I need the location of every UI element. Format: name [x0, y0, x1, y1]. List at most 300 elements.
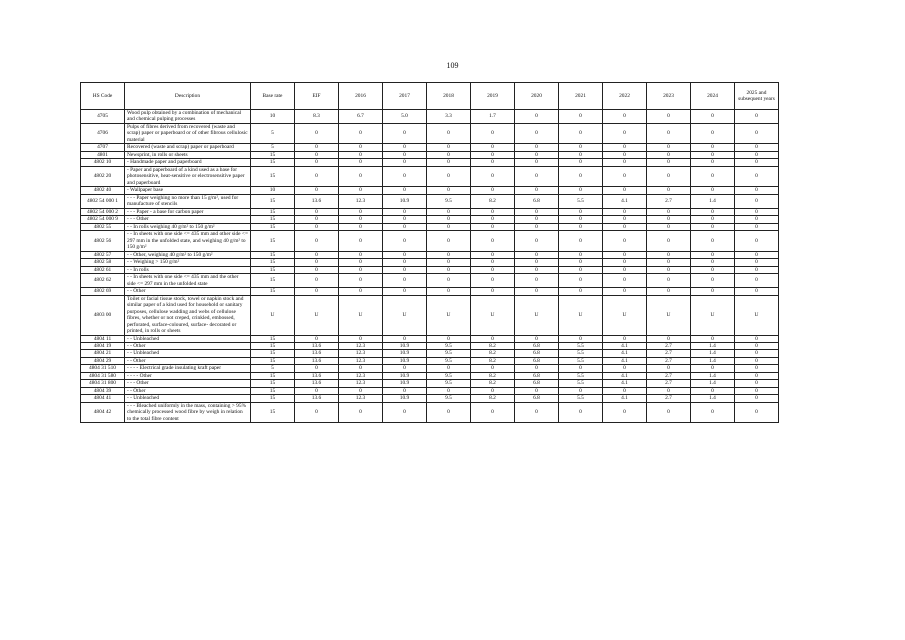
hs-code-cell: 4804 41 — [81, 395, 125, 402]
rate-cell: 0 — [295, 216, 339, 223]
rate-cell: 0 — [383, 208, 427, 215]
rate-cell: 0 — [383, 151, 427, 158]
rate-cell: 0 — [427, 274, 471, 288]
rate-cell: 0 — [427, 402, 471, 422]
description-cell: - - Unbleached — [125, 335, 251, 342]
rate-cell: 12.3 — [339, 342, 383, 349]
rate-cell: 0 — [471, 288, 515, 295]
rate-cell: 0 — [515, 110, 559, 124]
description-cell: - - Other — [125, 357, 251, 364]
column-header: 2018 — [427, 83, 471, 110]
hs-code-cell: 4707 — [81, 144, 125, 151]
table-row — [81, 151, 779, 158]
rate-cell: 0 — [515, 208, 559, 215]
rate-cell: 10.9 — [383, 350, 427, 357]
rate-cell: 0 — [383, 159, 427, 166]
rate-cell: 0 — [295, 387, 339, 394]
rate-cell: 0 — [295, 231, 339, 251]
rate-cell: 0 — [647, 151, 691, 158]
tariff-schedule-table — [80, 82, 779, 423]
rate-cell: 5.5 — [559, 342, 603, 349]
rate-cell: 0 — [735, 231, 779, 251]
rate-cell: 0 — [515, 365, 559, 372]
rate-cell: 0 — [515, 123, 559, 143]
table-row — [81, 335, 779, 342]
rate-cell: 0 — [471, 266, 515, 273]
rate-cell: 0 — [515, 251, 559, 258]
table-row — [81, 251, 779, 258]
rate-cell: 8.2 — [471, 342, 515, 349]
rate-cell: 0 — [603, 335, 647, 342]
table-row — [81, 231, 779, 251]
rate-cell: 15 — [251, 194, 295, 208]
rate-cell: 0 — [735, 402, 779, 422]
description-cell: - Handmade paper and paperboard — [125, 159, 251, 166]
rate-cell: 13.6 — [295, 194, 339, 208]
rate-cell: 15 — [251, 159, 295, 166]
rate-cell: 4.1 — [603, 357, 647, 364]
rate-cell: 0 — [471, 208, 515, 215]
hs-code-cell: 4801 — [81, 151, 125, 158]
rate-cell: 0 — [559, 151, 603, 158]
rate-cell: 0 — [735, 288, 779, 295]
rate-cell: 10.9 — [383, 380, 427, 387]
rate-cell: 0 — [691, 187, 735, 194]
hs-code-cell: 4804 31 580 — [81, 372, 125, 379]
rate-cell: 0 — [647, 110, 691, 124]
rate-cell: 0 — [735, 266, 779, 273]
rate-cell: 0 — [691, 123, 735, 143]
hs-code-cell: 4802 57 — [81, 251, 125, 258]
rate-cell: U — [647, 295, 691, 335]
rate-cell: 0 — [603, 208, 647, 215]
rate-cell: 13.6 — [295, 342, 339, 349]
rate-cell: 0 — [515, 288, 559, 295]
column-header: Base rate — [251, 83, 295, 110]
rate-cell: 13.6 — [295, 372, 339, 379]
rate-cell: 4.1 — [603, 350, 647, 357]
table-body — [81, 110, 779, 423]
rate-cell: 0 — [515, 387, 559, 394]
description-cell: - - Unbleached — [125, 395, 251, 402]
rate-cell: 0 — [339, 288, 383, 295]
rate-cell: 0 — [647, 274, 691, 288]
hs-code-cell: 4804 42 — [81, 402, 125, 422]
rate-cell: 0 — [735, 223, 779, 230]
rate-cell: 0 — [339, 166, 383, 186]
rate-cell: 9.5 — [427, 342, 471, 349]
rate-cell: 0 — [383, 144, 427, 151]
table-row — [81, 395, 779, 402]
rate-cell: 0 — [559, 159, 603, 166]
rate-cell: 0 — [691, 274, 735, 288]
rate-cell: U — [559, 295, 603, 335]
rate-cell: 0 — [647, 387, 691, 394]
rate-cell: 4.1 — [603, 342, 647, 349]
rate-cell: 0 — [603, 166, 647, 186]
rate-cell: 0 — [647, 259, 691, 266]
rate-cell: 0 — [559, 274, 603, 288]
rate-cell: 6.8 — [515, 342, 559, 349]
rate-cell: 0 — [603, 251, 647, 258]
rate-cell: 1.4 — [691, 350, 735, 357]
rate-cell: 1.4 — [691, 380, 735, 387]
rate-cell: 0 — [295, 223, 339, 230]
rate-cell: 1.7 — [471, 110, 515, 124]
column-header: 2025 and subsequent years — [735, 83, 779, 110]
hs-code-cell: 4802 58 — [81, 259, 125, 266]
rate-cell: 15 — [251, 335, 295, 342]
rate-cell: 15 — [251, 259, 295, 266]
rate-cell: 0 — [427, 365, 471, 372]
description-cell: - - In rolls weighing 40 g/m² to 150 g/m² — [125, 223, 251, 230]
rate-cell: 8.2 — [471, 194, 515, 208]
rate-cell: 0 — [647, 288, 691, 295]
rate-cell: 9.5 — [427, 357, 471, 364]
rate-cell: 5.0 — [383, 110, 427, 124]
rate-cell: 0 — [471, 187, 515, 194]
rate-cell: 2.7 — [647, 194, 691, 208]
rate-cell: 0 — [647, 208, 691, 215]
rate-cell: 0 — [691, 387, 735, 394]
column-header: 2022 — [603, 83, 647, 110]
rate-cell: 0 — [427, 166, 471, 186]
rate-cell: 0 — [471, 166, 515, 186]
rate-cell: 5 — [251, 365, 295, 372]
hs-code-cell: 4804 39 — [81, 387, 125, 394]
hs-code-cell: 4804 31 510 — [81, 365, 125, 372]
rate-cell: U — [515, 295, 559, 335]
rate-cell: 0 — [735, 110, 779, 124]
description-cell: - - - Paper weighing no more than 15 g/m², used for manufacture of stencils — [125, 194, 251, 208]
table-row — [81, 259, 779, 266]
rate-cell: 0 — [603, 223, 647, 230]
rate-cell: 0 — [647, 335, 691, 342]
description-cell: - - - - Electrical grade insulating kraft paper — [125, 365, 251, 372]
rate-cell: 0 — [603, 231, 647, 251]
rate-cell: 15 — [251, 288, 295, 295]
rate-cell: 0 — [427, 159, 471, 166]
rate-cell: 1.4 — [691, 395, 735, 402]
rate-cell: 0 — [295, 259, 339, 266]
rate-cell: 0 — [515, 144, 559, 151]
rate-cell: 0 — [339, 387, 383, 394]
rate-cell: 0 — [735, 380, 779, 387]
rate-cell: 10.9 — [383, 357, 427, 364]
rate-cell: 0 — [691, 365, 735, 372]
rate-cell: 0 — [515, 274, 559, 288]
rate-cell: 6.8 — [515, 194, 559, 208]
table-row — [81, 357, 779, 364]
table-row — [81, 208, 779, 215]
rate-cell: 5 — [251, 123, 295, 143]
rate-cell: 1.4 — [691, 357, 735, 364]
table-row — [81, 387, 779, 394]
rate-cell: 8.2 — [471, 380, 515, 387]
description-cell: - - - Other — [125, 216, 251, 223]
rate-cell: 0 — [427, 335, 471, 342]
rate-cell: 0 — [559, 365, 603, 372]
rate-cell: 0 — [383, 274, 427, 288]
description-cell: - - Other — [125, 387, 251, 394]
rate-cell: 0 — [603, 110, 647, 124]
rate-cell: 0 — [647, 166, 691, 186]
rate-cell: 0 — [735, 123, 779, 143]
rate-cell: 12.3 — [339, 350, 383, 357]
rate-cell: 0 — [735, 259, 779, 266]
rate-cell: 0 — [471, 402, 515, 422]
rate-cell: 0 — [691, 231, 735, 251]
column-header: EIF — [295, 83, 339, 110]
rate-cell: 15 — [251, 372, 295, 379]
rate-cell: 0 — [427, 251, 471, 258]
rate-cell: 0 — [691, 335, 735, 342]
description-cell: - - Unbleached — [125, 350, 251, 357]
rate-cell: 0 — [427, 144, 471, 151]
hs-code-cell: 4804 21 — [81, 350, 125, 357]
rate-cell: 0 — [735, 342, 779, 349]
rate-cell: 0 — [647, 159, 691, 166]
rate-cell: 0 — [295, 123, 339, 143]
rate-cell: 0 — [295, 144, 339, 151]
rate-cell: 4.1 — [603, 194, 647, 208]
rate-cell: 0 — [515, 223, 559, 230]
rate-cell: 15 — [251, 266, 295, 273]
rate-cell: 10.9 — [383, 342, 427, 349]
rate-cell: 0 — [295, 288, 339, 295]
rate-cell: 0 — [691, 159, 735, 166]
rate-cell: 0 — [559, 259, 603, 266]
rate-cell: 0 — [339, 144, 383, 151]
rate-cell: 2.7 — [647, 380, 691, 387]
rate-cell: 4.1 — [603, 395, 647, 402]
rate-cell: 0 — [691, 259, 735, 266]
rate-cell: 0 — [603, 216, 647, 223]
rate-cell: 0 — [603, 402, 647, 422]
rate-cell: 0 — [471, 231, 515, 251]
rate-cell: 0 — [691, 251, 735, 258]
column-header: 2021 — [559, 83, 603, 110]
rate-cell: 15 — [251, 380, 295, 387]
rate-cell: 3.3 — [427, 110, 471, 124]
rate-cell: 0 — [603, 266, 647, 273]
rate-cell: 0 — [339, 251, 383, 258]
rate-cell: 6.8 — [515, 350, 559, 357]
table-row — [81, 194, 779, 208]
rate-cell: 15 — [251, 350, 295, 357]
rate-cell: 0 — [295, 402, 339, 422]
table-row — [81, 123, 779, 143]
rate-cell: 0 — [471, 251, 515, 258]
description-cell: - - Other — [125, 288, 251, 295]
rate-cell: 0 — [383, 402, 427, 422]
table-row — [81, 266, 779, 273]
rate-cell: 0 — [339, 208, 383, 215]
rate-cell: 0 — [735, 395, 779, 402]
rate-cell: 0 — [559, 266, 603, 273]
rate-cell: 0 — [603, 274, 647, 288]
rate-cell: 0 — [735, 357, 779, 364]
description-cell: - - In rolls — [125, 266, 251, 273]
rate-cell: 0 — [647, 216, 691, 223]
rate-cell: 0 — [559, 335, 603, 342]
rate-cell: 0 — [339, 274, 383, 288]
rate-cell: 5.5 — [559, 380, 603, 387]
rate-cell: 5 — [251, 144, 295, 151]
rate-cell: 10.9 — [383, 194, 427, 208]
description-cell: - - Other — [125, 342, 251, 349]
description-cell: - - In sheets with one side <= 435 mm and the other side <= 297 mm in the unfolded state — [125, 274, 251, 288]
rate-cell: 1.4 — [691, 372, 735, 379]
rate-cell: 0 — [559, 251, 603, 258]
rate-cell: 4.1 — [603, 372, 647, 379]
rate-cell: 0 — [339, 402, 383, 422]
rate-cell: 0 — [339, 223, 383, 230]
rate-cell: 0 — [735, 365, 779, 372]
rate-cell: 0 — [735, 194, 779, 208]
rate-cell: 12.3 — [339, 194, 383, 208]
rate-cell: 5.5 — [559, 357, 603, 364]
column-header: Description — [125, 83, 251, 110]
rate-cell: U — [691, 295, 735, 335]
rate-cell: 0 — [427, 223, 471, 230]
rate-cell: 0 — [427, 266, 471, 273]
rate-cell: 0 — [471, 216, 515, 223]
table-row — [81, 295, 779, 335]
hs-code-cell: 4802 61 — [81, 266, 125, 273]
rate-cell: 0 — [735, 335, 779, 342]
rate-cell: 0 — [295, 208, 339, 215]
hs-code-cell: 4802 40 — [81, 187, 125, 194]
rate-cell: 0 — [427, 208, 471, 215]
rate-cell: 8.2 — [471, 395, 515, 402]
rate-cell: 15 — [251, 251, 295, 258]
hs-code-cell: 4802 54 000 9 — [81, 216, 125, 223]
rate-cell: 0 — [691, 266, 735, 273]
description-cell: - - In sheets with one side <= 435 mm and other side <= 297 mm in the unfolded state, and weighing 40 g/m² to 150 g/m² — [125, 231, 251, 251]
rate-cell: 0 — [691, 110, 735, 124]
hs-code-cell: 4802 69 — [81, 288, 125, 295]
description-cell: Pulps of fibres derived from recovered (waste and scrap) paper or paperboard or of other fibrous cellulosic material — [125, 123, 251, 143]
rate-cell: 0 — [647, 365, 691, 372]
hs-code-cell: 4802 54 000 2 — [81, 208, 125, 215]
rate-cell: 0 — [471, 123, 515, 143]
rate-cell: 0 — [559, 223, 603, 230]
rate-cell: 0 — [383, 223, 427, 230]
rate-cell: 0 — [647, 231, 691, 251]
table-row — [81, 402, 779, 422]
rate-cell: 0 — [295, 251, 339, 258]
hs-code-cell: 4802 56 — [81, 231, 125, 251]
rate-cell: 0 — [559, 110, 603, 124]
description-cell: - - Other, weighing 40 g/m² to 150 g/m² — [125, 251, 251, 258]
rate-cell: 0 — [559, 208, 603, 215]
column-header: 2020 — [515, 83, 559, 110]
rate-cell: 0 — [647, 266, 691, 273]
rate-cell: 0 — [471, 223, 515, 230]
description-cell: - - - - Other — [125, 372, 251, 379]
rate-cell: 15 — [251, 166, 295, 186]
rate-cell: 15 — [251, 274, 295, 288]
rate-cell: 0 — [559, 402, 603, 422]
table-row — [81, 216, 779, 223]
rate-cell: 0 — [427, 259, 471, 266]
rate-cell: 0 — [383, 259, 427, 266]
rate-cell: 0 — [603, 123, 647, 143]
rate-cell: 0 — [647, 251, 691, 258]
rate-cell: 0 — [603, 151, 647, 158]
rate-cell: 0 — [603, 187, 647, 194]
rate-cell: 0 — [383, 187, 427, 194]
rate-cell: 0 — [735, 350, 779, 357]
rate-cell: 0 — [559, 166, 603, 186]
rate-cell: 0 — [647, 123, 691, 143]
rate-cell: 15 — [251, 216, 295, 223]
rate-cell: 5.5 — [559, 395, 603, 402]
rate-cell: 2.7 — [647, 350, 691, 357]
rate-cell: 0 — [383, 365, 427, 372]
rate-cell: 0 — [735, 151, 779, 158]
table-row — [81, 166, 779, 186]
rate-cell: 0 — [427, 216, 471, 223]
rate-cell: 0 — [295, 151, 339, 158]
rate-cell: 0 — [471, 335, 515, 342]
rate-cell: 0 — [383, 266, 427, 273]
rate-cell: 13.6 — [295, 395, 339, 402]
table-row — [81, 144, 779, 151]
rate-cell: 5.5 — [559, 372, 603, 379]
rate-cell: 0 — [471, 144, 515, 151]
rate-cell: 0 — [735, 208, 779, 215]
rate-cell: 8.3 — [295, 110, 339, 124]
rate-cell: 0 — [383, 166, 427, 186]
rate-cell: 9.5 — [427, 372, 471, 379]
rate-cell: U — [383, 295, 427, 335]
description-cell: - - - Paper - a base for carbon paper — [125, 208, 251, 215]
rate-cell: 0 — [515, 402, 559, 422]
hs-code-cell: 4705 — [81, 110, 125, 124]
rate-cell: 0 — [647, 402, 691, 422]
hs-code-cell: 4802 54 000 1 — [81, 194, 125, 208]
rate-cell: 6.8 — [515, 380, 559, 387]
hs-code-cell: 4802 10 — [81, 159, 125, 166]
rate-cell: 8.2 — [471, 350, 515, 357]
rate-cell: 0 — [559, 123, 603, 143]
rate-cell: 0 — [383, 387, 427, 394]
rate-cell: 0 — [559, 387, 603, 394]
rate-cell: 15 — [251, 223, 295, 230]
rate-cell: 0 — [603, 259, 647, 266]
rate-cell: 0 — [603, 159, 647, 166]
rate-cell: 0 — [515, 187, 559, 194]
rate-cell: 0 — [735, 187, 779, 194]
rate-cell: 0 — [559, 288, 603, 295]
table-row — [81, 372, 779, 379]
rate-cell: 6.8 — [515, 357, 559, 364]
rate-cell: 0 — [427, 387, 471, 394]
rate-cell: 0 — [559, 231, 603, 251]
rate-cell: 0 — [471, 151, 515, 158]
rate-cell: 0 — [691, 166, 735, 186]
rate-cell: 9.5 — [427, 350, 471, 357]
description-cell: Newsprint, in rolls or sheets — [125, 151, 251, 158]
rate-cell: 0 — [295, 266, 339, 273]
rate-cell: 12.3 — [339, 380, 383, 387]
rate-cell: 0 — [427, 187, 471, 194]
rate-cell: 15 — [251, 357, 295, 364]
rate-cell: 0 — [383, 251, 427, 258]
description-cell: - - Weighing > 150 g/m² — [125, 259, 251, 266]
